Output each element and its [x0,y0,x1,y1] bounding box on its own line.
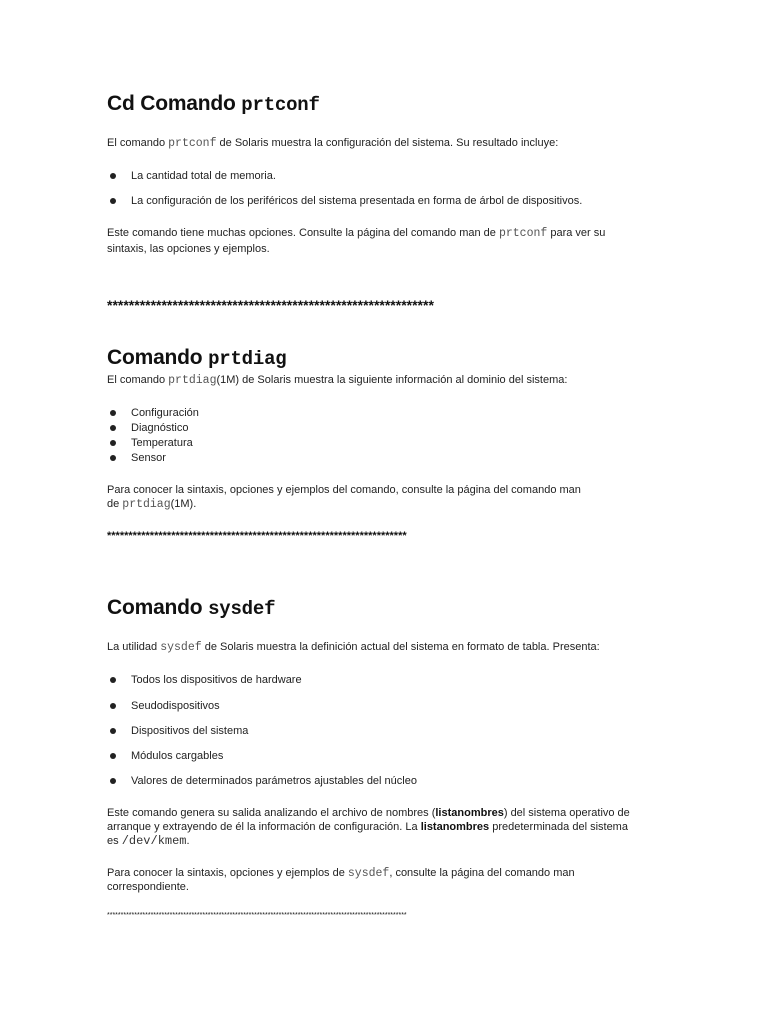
section3-para2-line2: correspondiente. [107,881,189,893]
para-text: , consulte la página del comando man [389,867,575,879]
para-text: es [107,835,122,847]
list-item: Seudodispositivos [131,700,220,712]
list-item: Módulos cargables [131,750,224,762]
inline-command: prtdiag [122,498,171,511]
title-command: sysdef [208,598,276,620]
section1-intro [107,136,558,151]
section-title-prtconf [107,92,320,116]
separator-stars: ************************************************************************************************************** [107,912,407,919]
para-text: ) del sistema operativo de [503,807,630,819]
bullet-dot-icon [110,410,116,416]
para-text: predeterminada del sistema [489,821,628,833]
section3-para2-line1 [107,866,575,881]
intro-text: de Solaris muestra la configuración del sistema. Su resultado incluye: [216,137,559,149]
section1-note [107,226,605,241]
para-text: arranque y extrayendo de él la información de configuración. La [107,821,421,833]
bullet-dot-icon [110,455,116,461]
title-command: prtdiag [208,348,287,370]
bullet-dot-icon [110,677,116,683]
intro-text: de Solaris muestra la definición actual del sistema en formato de tabla. Presenta: [201,641,600,653]
para-text: . [186,835,190,847]
bullet-dot-icon [110,778,116,784]
bullet-dot-icon [110,173,116,179]
list-item: Dispositivos del sistema [131,725,249,737]
section3-para1-line2 [107,820,628,835]
section-title-prtdiag [107,346,286,370]
title-text: Comando [107,596,209,619]
separator-stars: ************************************************************ [107,297,434,313]
title-command: prtconf [241,94,320,116]
list-item: Todos los dispositivos de hardware [131,674,302,686]
section-title-sysdef [107,596,275,620]
bullet-dot-icon [110,425,116,431]
list-item: Temperatura [131,437,193,449]
bullet-dot-icon [110,703,116,709]
intro-text: El comando [107,374,169,386]
note-text: (1M). [170,498,197,510]
list-item: Diagnóstico [131,422,189,434]
intro-text: La utilidad [107,641,161,653]
section3-para1-line1 [107,806,630,821]
list-item: La cantidad total de memoria. [131,170,276,182]
section2-intro [107,373,567,388]
bullet-dot-icon [110,753,116,759]
bullet-dot-icon [110,198,116,204]
note-text: de [107,498,123,510]
inline-command: prtdiag [168,374,217,387]
separator-stars: ********************************************************************** [107,530,407,542]
note-text: Este comando tiene muchas opciones. Consulte la página del comando man de [107,227,499,239]
inline-command: sysdef [160,641,202,654]
intro-text: El comando [107,137,169,149]
inline-command: prtconf [168,137,217,150]
section3-intro [107,640,600,655]
note-text: para ver su [547,227,606,239]
list-item: La configuración de los periféricos del sistema presentada en forma de árbol de dispositivos. [131,195,583,207]
section2-note-line2 [107,497,196,512]
section3-para1-line3 [107,834,190,849]
inline-command: sysdef [347,867,390,880]
para-text: Para conocer la sintaxis, opciones y ejemplos de [107,867,348,879]
bullet-dot-icon [110,728,116,734]
bold-term: listanombres [420,821,490,833]
inline-command: prtconf [498,227,548,240]
inline-path: /dev/kmem [121,834,187,848]
title-text: Cd Comando [107,92,242,115]
list-item: Sensor [131,452,166,464]
para-text: Este comando genera su salida analizando el archivo de nombres ( [107,807,436,819]
list-item: Valores de determinados parámetros ajustables del núcleo [131,775,417,787]
bold-term: listanombres [435,807,504,819]
bullet-dot-icon [110,440,116,446]
section1-note-line2: sintaxis, las opciones y ejemplos. [107,243,270,255]
list-item: Configuración [131,407,199,419]
title-text: Comando [107,346,209,369]
section2-note-line1: Para conocer la sintaxis, opciones y ejemplos del comando, consulte la página del comando man [107,484,581,496]
intro-text: (1M) de Solaris muestra la siguiente información al dominio del sistema: [216,374,568,386]
